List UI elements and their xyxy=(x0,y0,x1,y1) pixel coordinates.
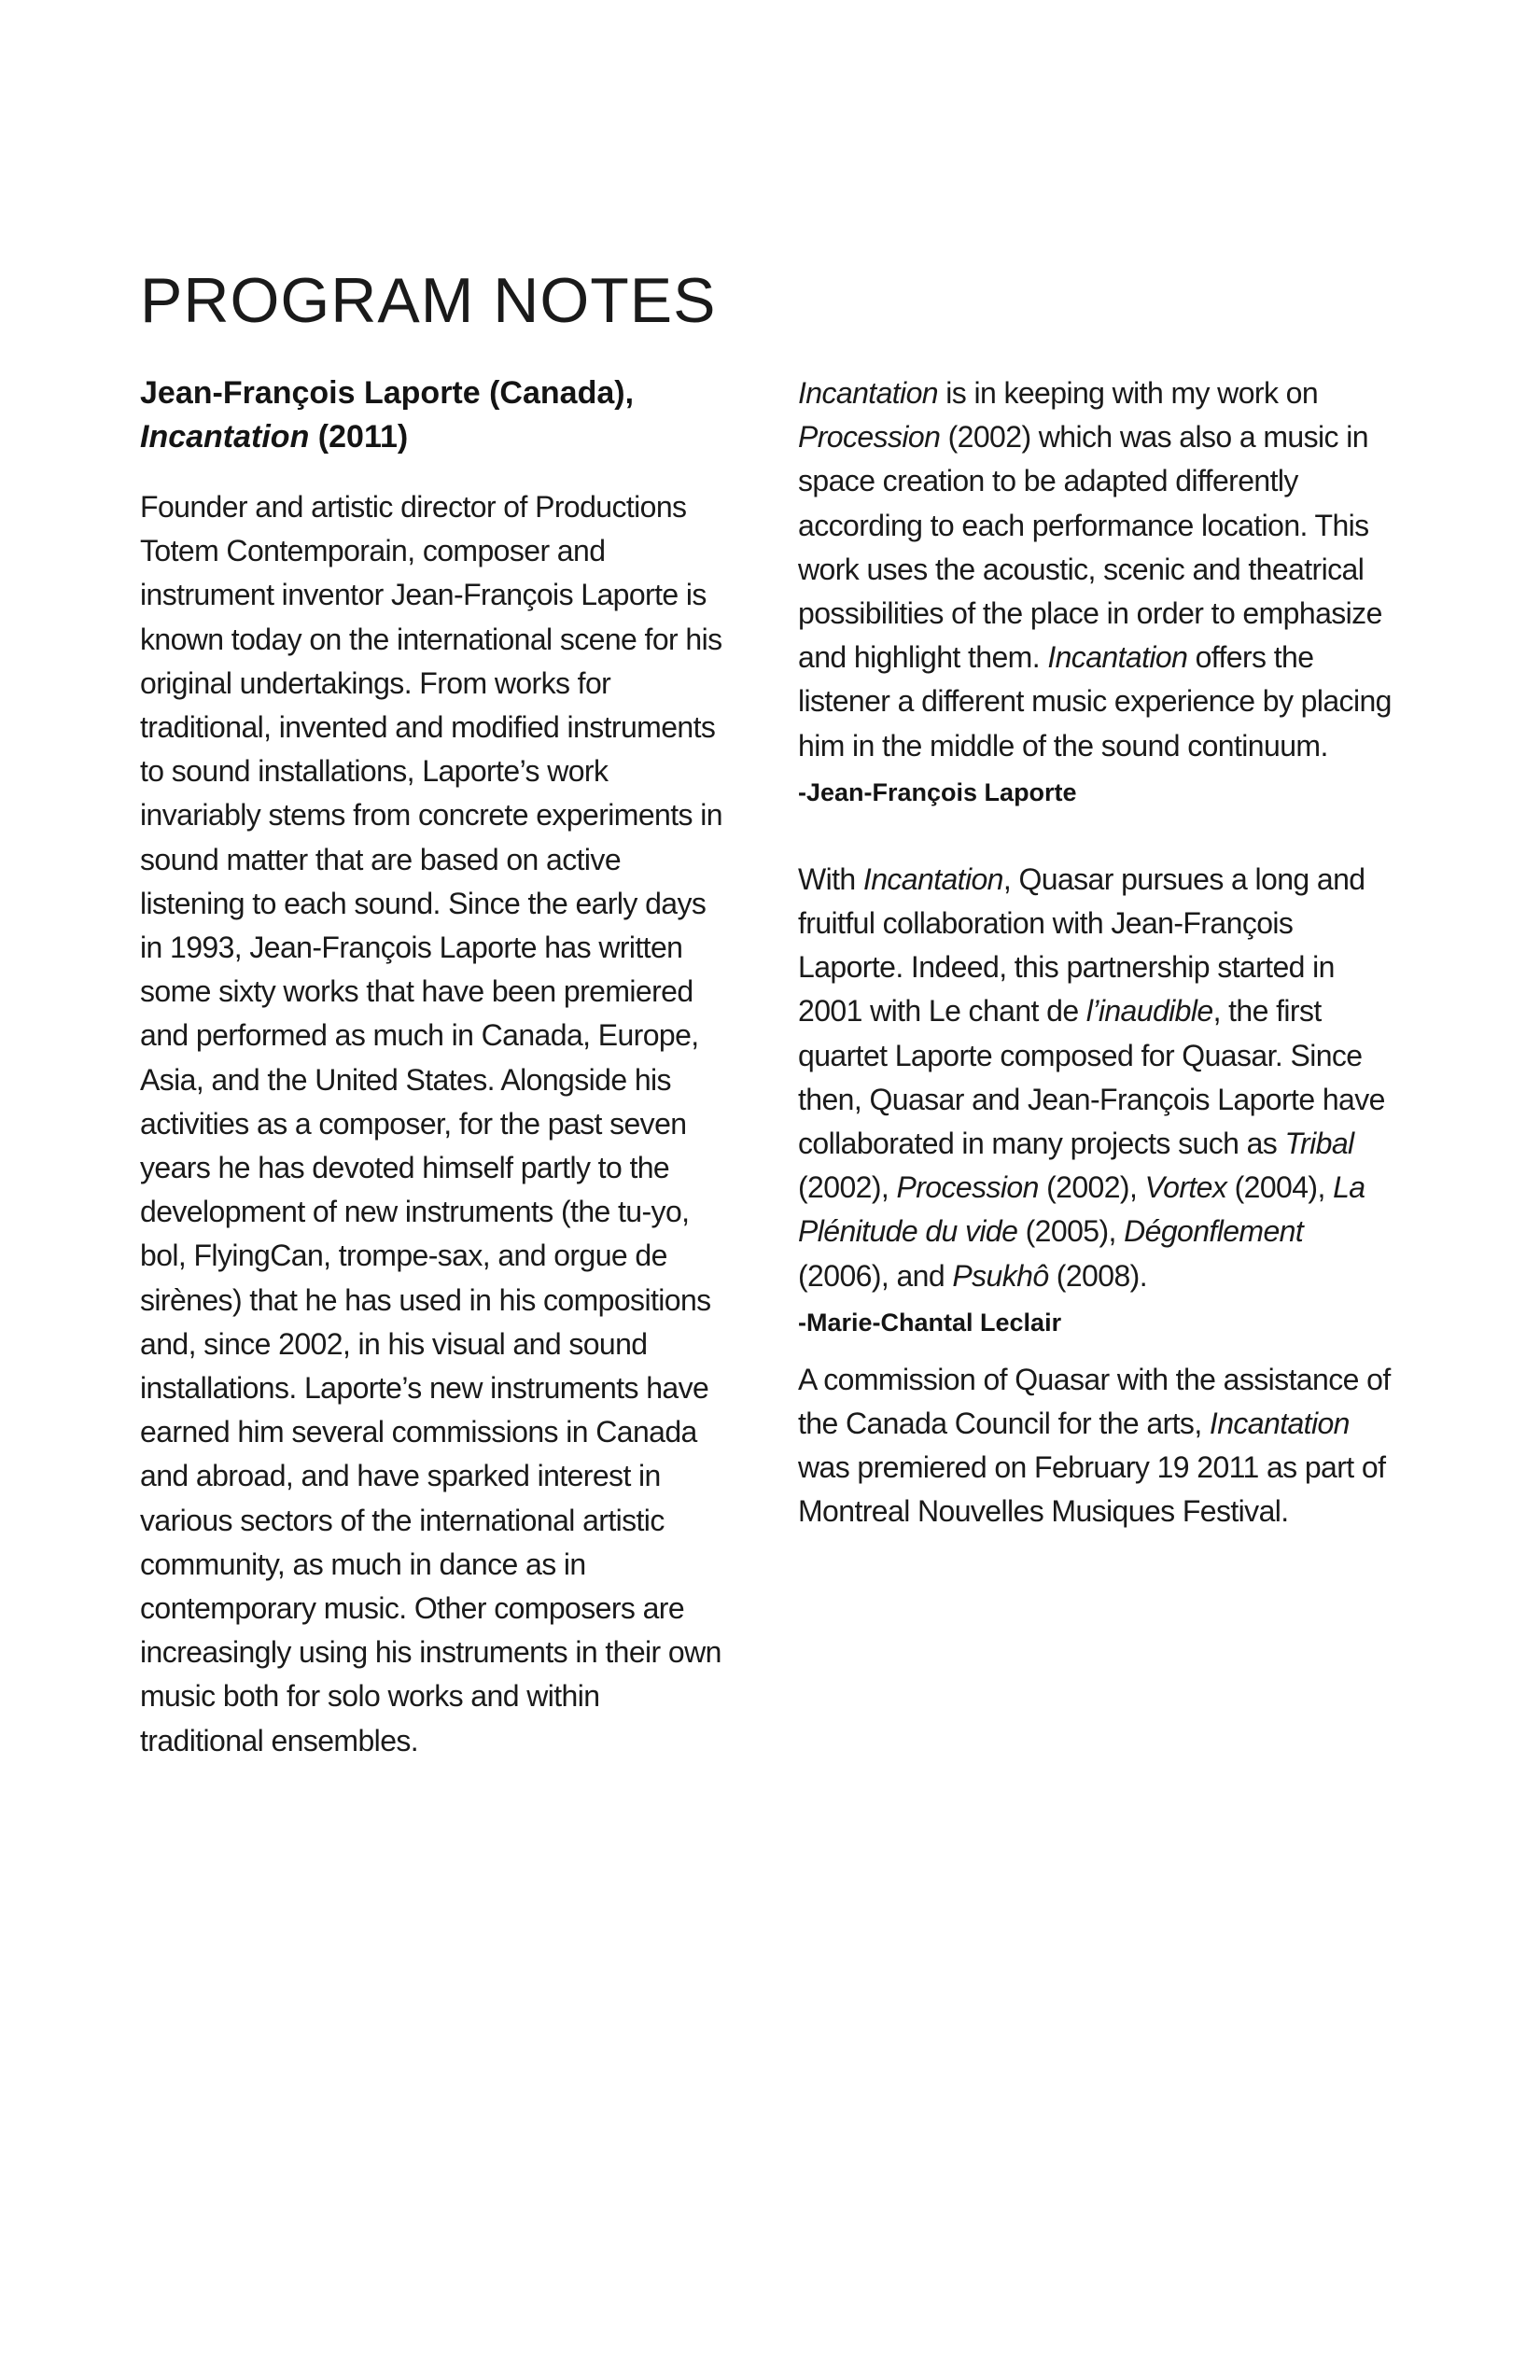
page-title: PROGRAM NOTES xyxy=(140,265,717,336)
text-italic: l’inaudible xyxy=(1085,994,1213,1029)
text-run: offers the listener a different music experience by placing him in the middle of the sound continuum. xyxy=(798,640,1392,763)
left-column xyxy=(140,371,728,1763)
text-run: (2002) which was also a music in space creation to be adapted differently according to each performance location. This work uses the acoustic, scenic and theatrical possibilities of the place in order to emphasize and highlight them. xyxy=(798,420,1382,675)
text-italic: Procession xyxy=(798,420,941,455)
composer-note-paragraph xyxy=(798,371,1395,768)
text-run: (2008). xyxy=(1048,1258,1147,1293)
text-run: (2006), and xyxy=(798,1258,953,1293)
heading-year: (2011) xyxy=(317,419,409,455)
text-run: (2002), xyxy=(1038,1170,1145,1205)
text-run: (2005), xyxy=(1017,1214,1125,1249)
text-italic: Incantation xyxy=(1209,1407,1350,1441)
text-run: , Quasar pursues a long and fruitful collaboration with Jean-François Laporte. Indeed, this partnership started in 2001 with Le chant de xyxy=(798,861,1365,1029)
text-italic: Tribal xyxy=(1284,1127,1354,1161)
text-run: (2004), xyxy=(1226,1170,1334,1205)
text-italic: Psukhô xyxy=(952,1258,1049,1293)
piece-heading xyxy=(140,371,728,459)
collaboration-paragraph xyxy=(798,858,1395,1298)
heading-composer: Jean-François Laporte (Canada), xyxy=(140,375,635,411)
credit-author: -Marie-Chantal Leclair xyxy=(798,1308,1062,1337)
commission-paragraph xyxy=(798,1358,1395,1534)
text-italic: Procession xyxy=(896,1170,1039,1205)
composer-biography: Founder and artistic director of Productions Totem Contemporain, composer and instrument inventor Jean-François Laporte is known today on the international scene for his original undertakings. From works for traditional, invented and modified instruments to sound installations, Laporte’s work invariably stems from concrete experiments in sound matter that are based on active listening to each sound. Since the early days in 1993, Jean-François Laporte has written some sixty works that have been premiered and performed as much in Canada, Europe, Asia, and the United States. Alongside his activities as a composer, for the past seven years he has devoted himself partly to the development of new instruments (the tu-yo, bol, FlyingCan, trompe-sax, and orgue de sirènes) that he has used in his compositions and, since 2002, in his visual and sound installations. Laporte’s new instruments have earned him several commissions in Canada and abroad, and have sparked interest in various sectors of the international artistic community, as much in dance as in contemporary music. Other composers are increasingly using his instruments in their own music both for solo works and within traditional ensembles. xyxy=(140,490,722,1757)
text-run: With xyxy=(798,861,863,896)
text-run: (2002), xyxy=(798,1170,897,1205)
right-column xyxy=(798,371,1395,1534)
text-run: , the first quartet Laporte composed for Quasar. Since then, Quasar and Jean-François Laporte have collaborated in many projects such as xyxy=(798,994,1385,1161)
text-run: A commission of Quasar with the assistance of the Canada Council for the arts, xyxy=(798,1362,1391,1441)
text-italic: Incantation xyxy=(862,861,1003,896)
credit-composer: -Jean-François Laporte xyxy=(798,777,1077,806)
text-italic: Vortex xyxy=(1144,1170,1227,1205)
text-italic: Incantation xyxy=(798,376,938,410)
text-run: was premiered on February 19 2011 as part of Montreal Nouvelles Musiques Festival. xyxy=(798,1450,1386,1529)
text-italic: Dégonflement xyxy=(1124,1214,1304,1249)
text-run: is in keeping with my work on xyxy=(937,376,1319,410)
text-italic: La Plénitude du vide xyxy=(798,1170,1365,1249)
text-italic: Incantation xyxy=(1047,640,1188,675)
heading-work-title: Incantation xyxy=(140,419,310,455)
